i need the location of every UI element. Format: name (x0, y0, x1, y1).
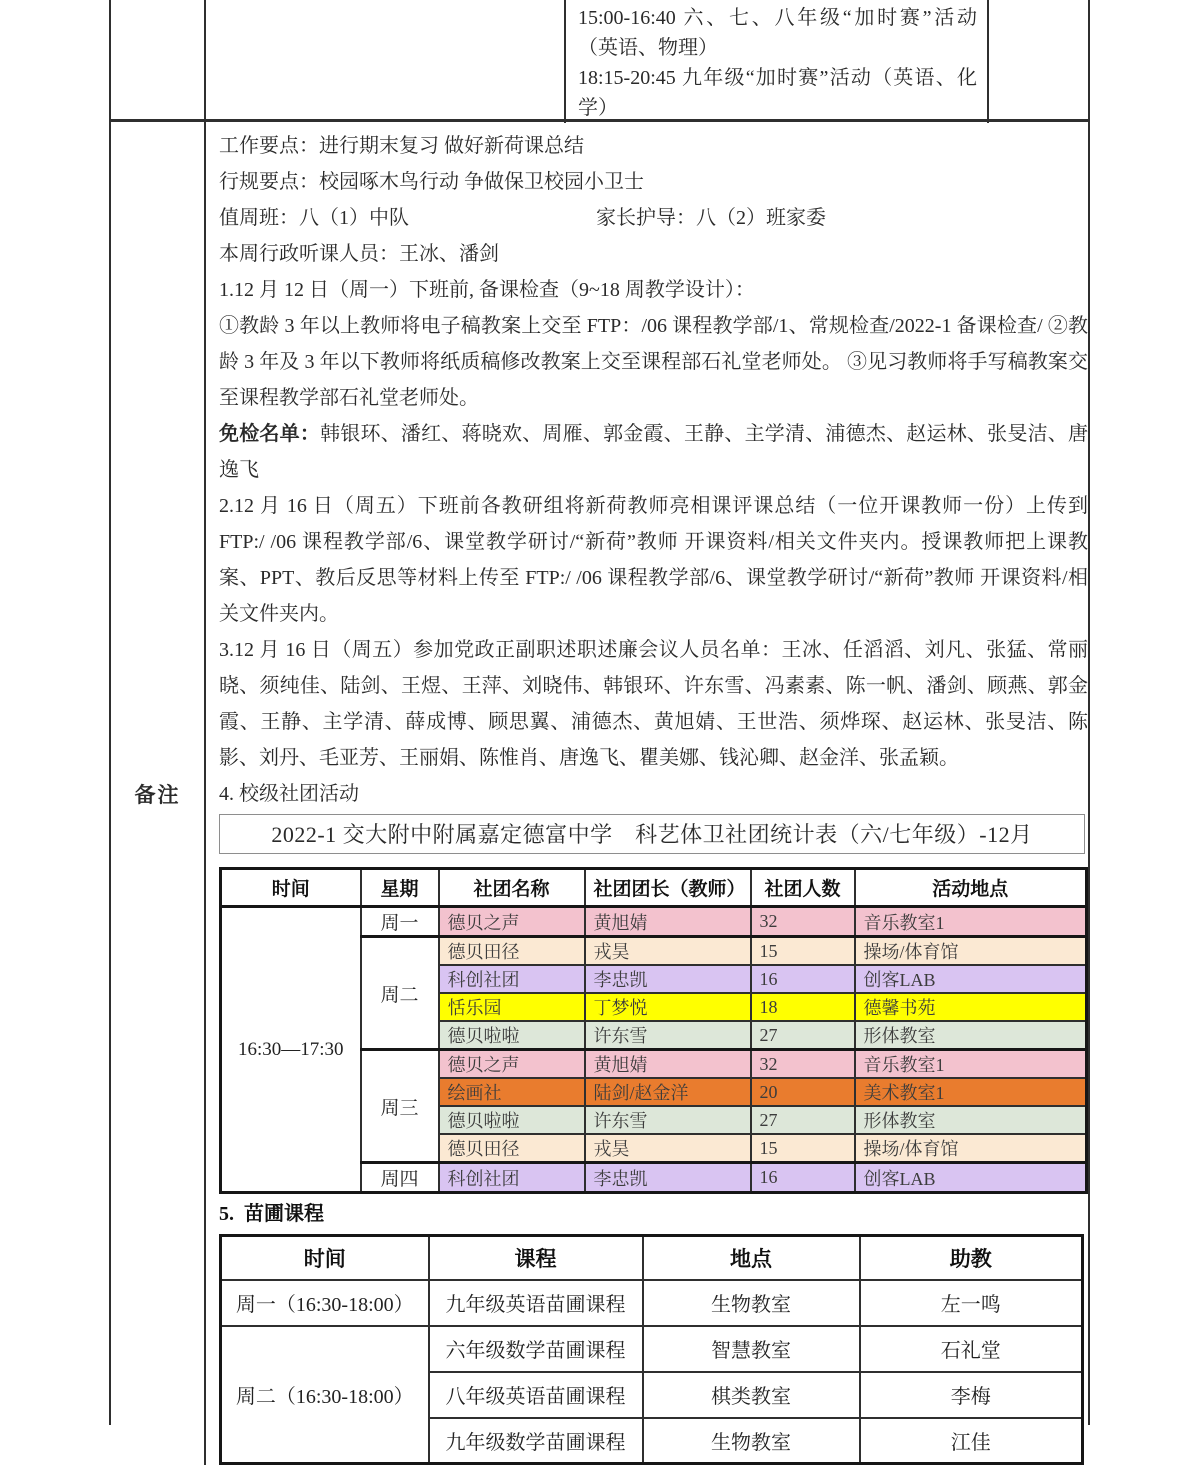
club-header-day: 星期 (361, 869, 439, 907)
item1-detail: ①教龄 3 年以上教师将电子稿教案上交至 FTP：/06 课程教学部/1、常规检查/2022-1 备课检查/ ②教龄 3 年及 3 年以下教师将纸质稿修改教案上交至课程部石礼堂老师处。 ③见习教师将手写稿教案交至课程教学部石礼堂老师处。 (219, 315, 1088, 409)
club-count-cell: 16 (751, 965, 855, 993)
club-count-cell: 27 (751, 1106, 855, 1134)
club-header-row (221, 869, 1087, 907)
club-table (219, 867, 1088, 1194)
nursery-heading: 5. 苗圃课程 (219, 1203, 324, 1225)
nursery-place-cell: 棋类教室 (643, 1372, 860, 1418)
item2-paragraph: 2.12 月 16 日（周五）下班前各教研组将新荷教师亮相课评课总结（一位开课教师一份）上传到 FTP:/ /06 课程教学部/6、课堂教学研讨/“新荷”教师 开课资料/相关文件夹内。授课教师把上课教案、PPT、教后反思等材料上传至 FTP:/ /06 课程教学部/6、课堂教学研讨/“新荷”教师 开课资料/相关文件夹内。 (219, 495, 1088, 625)
club-header-leader: 社团团长（教师） (585, 869, 751, 907)
nursery-course-cell: 六年级数学苗圃课程 (429, 1326, 643, 1372)
top-schedule-cell (566, 0, 989, 123)
nursery-assistant-cell: 李梅 (860, 1372, 1083, 1418)
club-leader-cell: 丁梦悦 (585, 993, 751, 1021)
club-place-cell: 音乐教室1 (855, 907, 1087, 937)
club-leader-cell: 许东雪 (585, 1106, 751, 1134)
nursery-place-cell: 智慧教室 (643, 1326, 860, 1372)
nursery-assistant-cell: 江佳 (860, 1418, 1083, 1464)
top-empty-cell-3 (989, 0, 1088, 123)
club-place-cell: 操场/体育馆 (855, 1134, 1087, 1163)
club-leader-cell: 李忠凯 (585, 965, 751, 993)
nursery-table (219, 1234, 1084, 1465)
club-name-cell: 德贝啦啦 (439, 1021, 585, 1050)
club-row-mon-1 (221, 907, 1087, 937)
nursery-course-cell: 九年级数学苗圃课程 (429, 1418, 643, 1464)
club-leader-cell: 黄旭婧 (585, 1050, 751, 1079)
nursery-row-mon (221, 1280, 1083, 1326)
work-points-line: 工作要点：进行期末复习 做好新荷课总结 (219, 135, 584, 157)
nursery-header-assistant: 助教 (860, 1236, 1083, 1280)
club-place-cell: 创客LAB (855, 1163, 1087, 1193)
club-name-cell: 绘画社 (439, 1078, 585, 1106)
club-name-cell: 科创社团 (439, 965, 585, 993)
nursery-time-cell: 周一（16:30-18:00） (221, 1280, 429, 1326)
club-count-cell: 15 (751, 937, 855, 966)
club-leader-cell: 戎昊 (585, 937, 751, 966)
club-place-cell: 德馨书苑 (855, 993, 1087, 1021)
nursery-assistant-cell: 左一鸣 (860, 1280, 1083, 1326)
document-table (109, 0, 1090, 1454)
club-leader-cell: 戎昊 (585, 1134, 751, 1163)
top-empty-cell-2 (206, 0, 566, 123)
club-day-thu: 周四 (361, 1163, 439, 1193)
club-header-name: 社团名称 (439, 869, 585, 907)
club-leader-cell: 黄旭婧 (585, 907, 751, 937)
duty-escort-line (219, 200, 1088, 236)
nursery-assistant-cell: 石礼堂 (860, 1326, 1083, 1372)
club-place-cell: 美术教室1 (855, 1078, 1087, 1106)
duty-class-text: 值周班：八（1）中队 (219, 207, 409, 229)
club-header-time: 时间 (221, 869, 361, 907)
club-place-cell: 形体教室 (855, 1021, 1087, 1050)
nursery-place-cell: 生物教室 (643, 1418, 860, 1464)
parent-escort-text: 家长护导：八（2）班家委 (596, 207, 826, 229)
nursery-header-row (221, 1236, 1083, 1280)
admin-listeners-line: 本周行政听课人员：王冰、潘剑 (219, 243, 499, 265)
club-leader-cell: 许东雪 (585, 1021, 751, 1050)
club-day-tue: 周二 (361, 937, 439, 1050)
exempt-list (219, 416, 1088, 488)
club-place-cell: 形体教室 (855, 1106, 1087, 1134)
remarks-label: 备注 (111, 122, 206, 1465)
club-count-cell: 32 (751, 1050, 855, 1079)
club-time-cell: 16:30—17:30 (221, 907, 361, 1193)
top-empty-cell-1 (111, 0, 206, 123)
schedule-activity-1: 15:00-16:40 六、七、八年级“加时赛”活动（英语、物理） (578, 7, 977, 59)
item3-paragraph: 3.12 月 16 日（周五）参加党政正副职述职述廉会议人员名单：王冰、任滔滔、刘凡、张猛、常丽晓、须纯佳、陆剑、王煜、王萍、刘晓伟、韩银环、许东雪、冯素素、陈一帆、潘剑、顾燕、郭金霞、王静、主学清、薛成博、顾思翼、浦德杰、黄旭婧、王世浩、须烨琛、赵运林、张旻洁、陈影、刘丹、毛亚芳、王丽娟、陈惟肖、唐逸飞、瞿美娜、钱沁卿、赵金洋、张孟颖。 (219, 639, 1088, 769)
remarks-content (206, 122, 1102, 1465)
schedule-activity-2: 18:15-20:45 九年级“加时赛”活动（英语、化学） (578, 67, 977, 119)
club-place-cell: 创客LAB (855, 965, 1087, 993)
club-name-cell: 科创社团 (439, 1163, 585, 1193)
club-name-cell: 德贝田径 (439, 937, 585, 966)
nursery-header-course: 课程 (429, 1236, 643, 1280)
club-table-title: 2022-1 交大附中附属嘉定德富中学 科艺体卫社团统计表（六/七年级）-12月 (219, 814, 1085, 854)
nursery-course-cell: 八年级英语苗圃课程 (429, 1372, 643, 1418)
club-count-cell: 16 (751, 1163, 855, 1193)
nursery-place-cell: 生物教室 (643, 1280, 860, 1326)
club-name-cell: 德贝田径 (439, 1134, 585, 1163)
nursery-header-place: 地点 (643, 1236, 860, 1280)
club-header-count: 社团人数 (751, 869, 855, 907)
club-name-cell: 恬乐园 (439, 993, 585, 1021)
club-name-cell: 德贝之声 (439, 1050, 585, 1079)
club-place-cell: 音乐教室1 (855, 1050, 1087, 1079)
exempt-names: 韩银环、潘红、蒋晓欢、周雁、郭金霞、王静、主学清、浦德杰、赵运林、张旻洁、唐逸飞 (219, 423, 1089, 481)
remarks-row (111, 122, 1089, 1454)
conduct-points-line: 行规要点：校园啄木鸟行动 争做保卫校园小卫士 (219, 171, 644, 193)
club-count-cell: 27 (751, 1021, 855, 1050)
club-day-mon: 周一 (361, 907, 439, 937)
club-leader-cell: 陆剑/赵金洋 (585, 1078, 751, 1106)
top-schedule-row (111, 0, 1088, 122)
club-count-cell: 15 (751, 1134, 855, 1163)
club-count-cell: 18 (751, 993, 855, 1021)
club-name-cell: 德贝之声 (439, 907, 585, 937)
club-place-cell: 操场/体育馆 (855, 937, 1087, 966)
nursery-course-cell: 九年级英语苗圃课程 (429, 1280, 643, 1326)
club-header-place: 活动地点 (855, 869, 1087, 907)
club-name-cell: 德贝啦啦 (439, 1106, 585, 1134)
nursery-row-tue-1 (221, 1326, 1083, 1372)
item4-line: 4. 校级社团活动 (219, 783, 359, 805)
nursery-time-cell: 周二（16:30-18:00） (221, 1326, 429, 1464)
club-leader-cell: 李忠凯 (585, 1163, 751, 1193)
nursery-header-time: 时间 (221, 1236, 429, 1280)
club-count-cell: 32 (751, 907, 855, 937)
item1-line: 1.12 月 12 日（周一）下班前, 备课检查（9~18 周教学设计）： (219, 279, 755, 301)
club-day-wed: 周三 (361, 1050, 439, 1163)
exempt-label: 免检名单： (219, 423, 321, 445)
club-count-cell: 20 (751, 1078, 855, 1106)
